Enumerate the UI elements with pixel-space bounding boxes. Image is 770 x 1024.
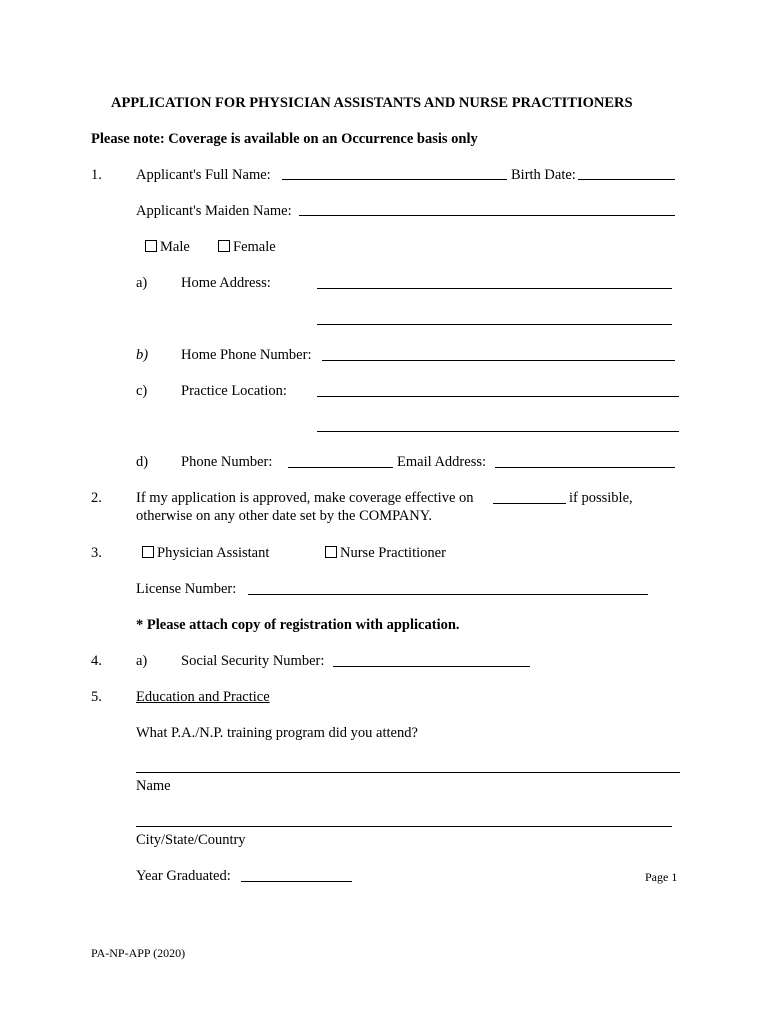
- practice-location-field-2[interactable]: [317, 431, 679, 432]
- nurse-practitioner-option[interactable]: [325, 544, 446, 562]
- phone-marker: d): [136, 454, 149, 470]
- maiden-name-label: Applicant's Maiden Name:: [136, 203, 292, 219]
- page-number: Page 1: [645, 870, 678, 884]
- attach-registration-note: * Please attach copy of registration with application.: [136, 617, 460, 633]
- coverage-date-field[interactable]: [493, 503, 566, 504]
- coverage-effective-text-line2: otherwise on any other date set by the COMPANY.: [136, 508, 433, 524]
- ssn-marker: a): [136, 653, 148, 669]
- license-number-label: License Number:: [136, 581, 237, 597]
- female-option[interactable]: [218, 238, 276, 256]
- phone-field[interactable]: [288, 467, 393, 468]
- coverage-note: Please note: Coverage is available on an Occurrence basis only: [91, 131, 478, 147]
- q5-number: 5.: [91, 689, 102, 705]
- full-name-label: Applicant's Full Name:: [136, 167, 271, 183]
- home-address-marker: a): [136, 275, 148, 291]
- program-name-label: Name: [136, 778, 171, 794]
- maiden-name-field[interactable]: [299, 215, 675, 216]
- male-label: Male: [160, 239, 190, 255]
- q3-number: 3.: [91, 545, 102, 561]
- program-name-field[interactable]: [136, 772, 680, 773]
- form-id: PA-NP-APP (2020): [91, 946, 186, 960]
- q4-number: 4.: [91, 653, 102, 669]
- home-phone-label: Home Phone Number:: [181, 347, 312, 363]
- nurse-practitioner-label: Nurse Practitioner: [340, 545, 446, 561]
- birth-date-field[interactable]: [578, 179, 675, 180]
- full-name-field[interactable]: [282, 179, 507, 180]
- physician-assistant-option[interactable]: [142, 544, 269, 562]
- home-address-field-2[interactable]: [317, 324, 672, 325]
- program-city-label: City/State/Country: [136, 832, 246, 848]
- practice-location-label: Practice Location:: [181, 383, 287, 399]
- practice-location-marker: c): [136, 383, 148, 399]
- email-label: Email Address:: [397, 454, 487, 470]
- q2-number: 2.: [91, 490, 102, 506]
- education-heading: Education and Practice: [136, 689, 270, 705]
- practice-location-field-1[interactable]: [317, 396, 679, 397]
- female-label: Female: [233, 239, 276, 255]
- program-city-field[interactable]: [136, 826, 672, 827]
- phone-label: Phone Number:: [181, 454, 273, 470]
- home-address-label: Home Address:: [181, 275, 271, 291]
- year-graduated-field[interactable]: [241, 881, 352, 882]
- page-title: APPLICATION FOR PHYSICIAN ASSISTANTS AND NURSE PRACTITIONERS: [111, 95, 633, 111]
- license-number-field[interactable]: [248, 594, 648, 595]
- training-question: What P.A./N.P. training program did you attend?: [136, 725, 418, 741]
- male-option[interactable]: [145, 238, 190, 256]
- female-checkbox[interactable]: [218, 240, 230, 252]
- physician-assistant-checkbox[interactable]: [142, 546, 154, 558]
- year-graduated-label: Year Graduated:: [136, 868, 231, 884]
- q1-number: 1.: [91, 167, 102, 183]
- home-phone-marker: b): [136, 347, 149, 363]
- coverage-effective-text-end: if possible,: [569, 490, 633, 506]
- male-checkbox[interactable]: [145, 240, 157, 252]
- ssn-field[interactable]: [333, 666, 530, 667]
- email-field[interactable]: [495, 467, 675, 468]
- ssn-label: Social Security Number:: [181, 653, 325, 669]
- birth-date-label: Birth Date:: [511, 167, 576, 183]
- home-phone-field[interactable]: [322, 360, 675, 361]
- nurse-practitioner-checkbox[interactable]: [325, 546, 337, 558]
- coverage-effective-text: If my application is approved, make coverage effective on: [136, 490, 474, 506]
- home-address-field-1[interactable]: [317, 288, 672, 289]
- physician-assistant-label: Physician Assistant: [157, 545, 270, 561]
